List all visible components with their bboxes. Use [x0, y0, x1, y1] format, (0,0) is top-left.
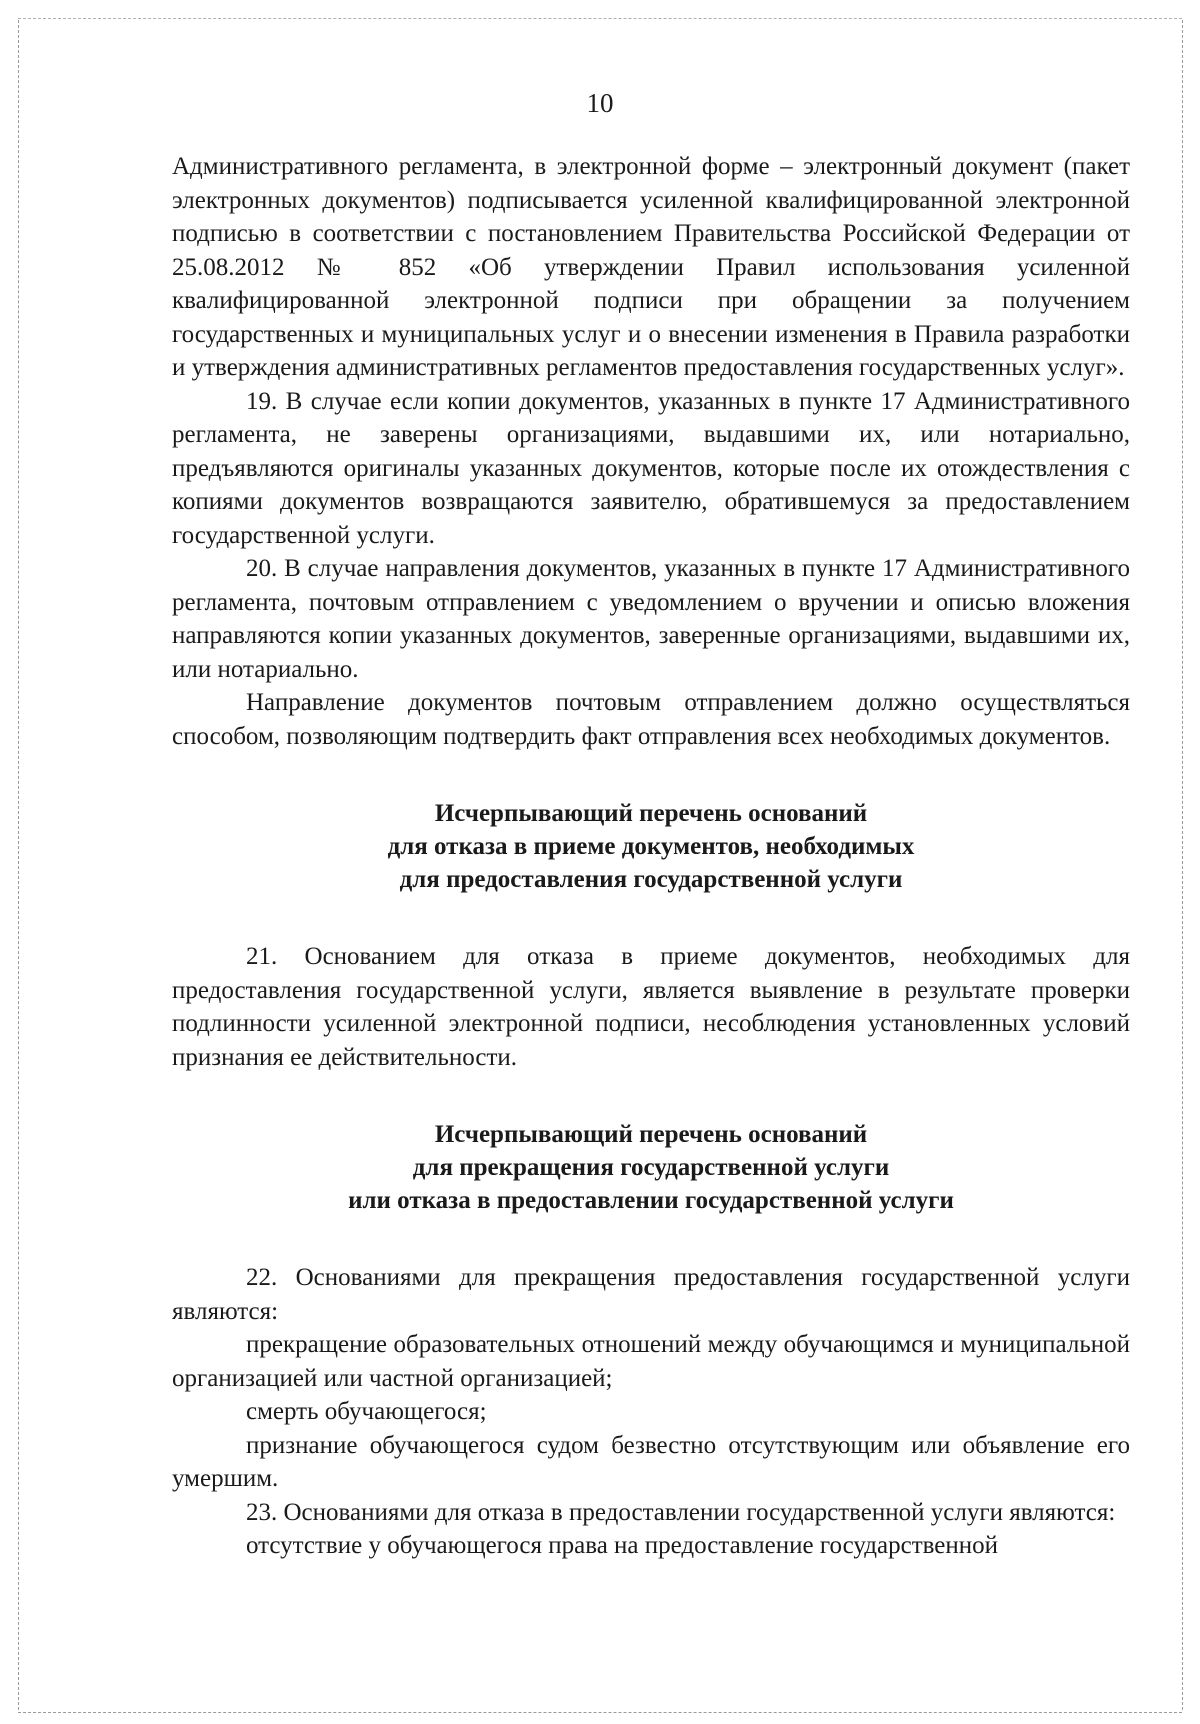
page-number: 10: [586, 88, 614, 118]
section-heading-refusal-acceptance: [172, 797, 1130, 896]
heading-line: для отказа в приеме документов, необходимых: [387, 833, 915, 860]
paragraph-22: 22. Основаниями для прекращения предоставления государственной услуги являются:: [172, 1264, 1130, 1325]
section-heading-termination-refusal: [172, 1118, 1130, 1217]
scan-border-left: [18, 20, 19, 1710]
paragraph-20: 20. В случае направления документов, указанных в пункте 17 Административного регламента, почтовым отправлением с уведомлением о вручении и описью вложения направляются копии указанных документов, заверенные организациями, выдавшими их, или нотариально.: [172, 555, 1130, 683]
list-item: прекращение образовательных отношений между обучающимся и муниципальной организацией или частной организацией;: [172, 1331, 1130, 1392]
scan-border-top: [18, 18, 1182, 19]
document-body: [172, 150, 1130, 1563]
paragraph-19: 19. В случае если копии документов, указанных в пункте 17 Административного регламента, не заверены организациями, выдавшими их, или нотариально, предъявляются оригиналы указанных документов, которые после их отождествления с копиями документов возвращаются заявителю, обратившемуся за предоставлением государственной услуги.: [172, 387, 1130, 549]
heading-line: для предоставления государственной услуги: [399, 866, 903, 893]
paragraph-continuation: Административного регламента, в электронной форме – электронный документ (пакет электронных документов) подписывается усиленной квалифицированной электронной подписью в соответствии с постановлением Правительства Российской Федерации от 25.08.2012 № 852 «Об утверждении Правил использования усиленной квалифицированной электронной подписи при обращении за получением государственных и муниципальных услуг и о внесении изменения в Правила разработки и утверждения административных регламентов предоставления государственных услуг».: [172, 153, 1130, 381]
heading-line: для прекращения государственной услуги: [412, 1154, 890, 1181]
paragraph-21: 21. Основанием для отказа в приеме документов, необходимых для предоставления государственной услуги, является выявление в результате проверки подлинности усиленной электронной подписи, несоблюдения установленных условий признания ее действительности.: [172, 943, 1130, 1071]
list-item: отсутствие у обучающегося права на предоставление государственной: [246, 1532, 999, 1559]
heading-line: или отказа в предоставлении государственной услуги: [348, 1187, 954, 1214]
heading-line: Исчерпывающий перечень оснований: [434, 1121, 868, 1148]
list-item: смерть обучающегося;: [246, 1398, 487, 1425]
paragraph-23: 23. Основаниями для отказа в предоставлении государственной услуги являются:: [246, 1498, 1116, 1526]
scan-border-bottom: [18, 1712, 1182, 1713]
paragraph-mail-sending: Направление документов почтовым отправлением должно осуществляться способом, позволяющим подтвердить факт отправления всех необходимых документов.: [172, 689, 1130, 750]
heading-line: Исчерпывающий перечень оснований: [434, 800, 868, 827]
list-item: признание обучающегося судом безвестно отсутствующим или объявление его умершим.: [172, 1431, 1130, 1492]
scan-border-right: [1182, 20, 1183, 1710]
